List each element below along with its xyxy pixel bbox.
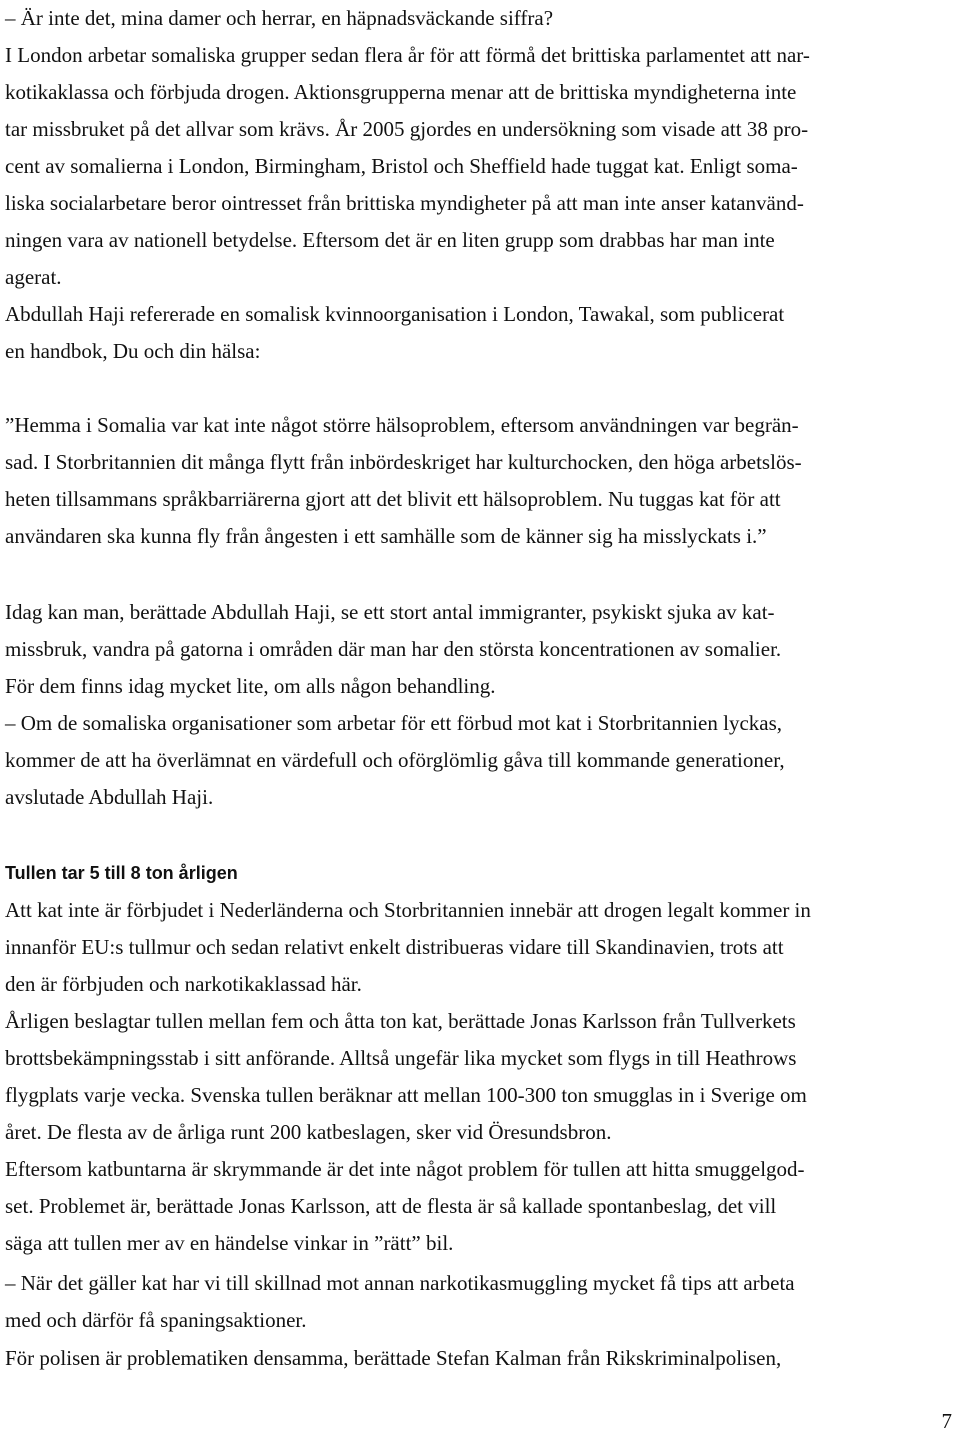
text-line: med och därför få spaningsaktioner. bbox=[5, 1308, 307, 1332]
section-heading bbox=[5, 862, 238, 884]
text-line: användaren ska kunna fly från ångesten i ett samhälle som de känner sig ha misslyckats i.” bbox=[5, 524, 767, 548]
text-line: Abdullah Haji refererade en somalisk kvinnoorganisation i London, Tawakal, som publicerat bbox=[5, 302, 785, 326]
text-line: – När det gäller kat har vi till skillnad mot annan narkotikasmuggling mycket få tips att arbeta bbox=[5, 1271, 795, 1295]
paragraph bbox=[5, 0, 553, 37]
text-line: innanför EU:s tullmur och sedan relativt enkelt distribueras vidare till Skandinavien, trots att bbox=[5, 935, 784, 959]
text-line: cent av somalierna i London, Birmingham, Bristol och Sheffield hade tuggat kat. Enligt soma- bbox=[5, 154, 798, 178]
text-line: För polisen är problematiken densamma, berättade Stefan Kalman från Rikskriminalpolisen, bbox=[5, 1346, 782, 1370]
text-line: avslutade Abdullah Haji. bbox=[5, 785, 214, 809]
text-line: agerat. bbox=[5, 265, 62, 289]
text-line: missbruk, vandra på gatorna i områden där man har den största koncentrationen av somalier. bbox=[5, 637, 782, 661]
text-line: ”Hemma i Somalia var kat inte något större hälsoproblem, eftersom användningen var begrän- bbox=[5, 413, 799, 437]
text-line: kotikaklassa och förbjuda drogen. Aktionsgrupperna menar att de brittiska myndigheterna inte bbox=[5, 80, 797, 104]
text-line: tar missbruket på det allvar som krävs. År 2005 gjordes en undersökning som visade att 38 pro- bbox=[5, 117, 809, 141]
paragraph bbox=[5, 1340, 781, 1377]
text-line: den är förbjuden och narkotikaklassad här. bbox=[5, 972, 362, 996]
paragraph bbox=[5, 37, 810, 296]
text-line: säga att tullen mer av en händelse vinkar in ”rätt” bil. bbox=[5, 1231, 454, 1255]
text-line: året. De flesta av de årliga runt 200 katbeslagen, sker vid Öresundsbron. bbox=[5, 1120, 612, 1144]
page-number: 7 bbox=[941, 1409, 952, 1433]
text-line: en handbok, Du och din hälsa: bbox=[5, 339, 261, 363]
text-line: heten tillsammans språkbarriärerna gjort att det blivit ett hälsoproblem. Nu tuggas kat för att bbox=[5, 487, 781, 511]
paragraph bbox=[5, 296, 784, 370]
paragraph bbox=[5, 1151, 805, 1262]
text-line: brottsbekämpningsstab i sitt anförande. Alltså ungefär lika mycket som flygs in till Heathrows bbox=[5, 1046, 797, 1070]
text-line: ningen vara av nationell betydelse. Eftersom det är en liten grupp som drabbas har man inte bbox=[5, 228, 775, 252]
paragraph bbox=[5, 594, 781, 705]
text-line: kommer de att ha överlämnat en värdefull och oförglömlig gåva till kommande generationer, bbox=[5, 748, 785, 772]
text-line: – Är inte det, mina damer och herrar, en häpnadsväckande siffra? bbox=[5, 6, 554, 30]
text-line: set. Problemet är, berättade Jonas Karlsson, att de flesta är så kallade spontanbeslag, det vill bbox=[5, 1194, 777, 1218]
paragraph bbox=[5, 1003, 807, 1151]
text-line: liska socialarbetare beror ointresset från brittiska myndigheter på att man inte anser katanvänd- bbox=[5, 191, 804, 215]
paragraph bbox=[5, 1265, 795, 1339]
text-line: sad. I Storbritannien dit många flytt från inbördeskriget har kulturchocken, den höga arbetslös- bbox=[5, 450, 802, 474]
text-line: Årligen beslagtar tullen mellan fem och åtta ton kat, berättade Jonas Karlsson från Tullverkets bbox=[5, 1009, 796, 1033]
text-line: – Om de somaliska organisationer som arbetar för ett förbud mot kat i Storbritannien lyckas, bbox=[5, 711, 783, 735]
text-line: För dem finns idag mycket lite, om alls någon behandling. bbox=[5, 674, 496, 698]
paragraph bbox=[5, 705, 785, 816]
quote-paragraph bbox=[5, 407, 802, 555]
text-line: Eftersom katbuntarna är skrymmande är det inte något problem för tullen att hitta smuggelgod- bbox=[5, 1157, 805, 1181]
text-line: Idag kan man, berättade Abdullah Haji, se ett stort antal immigranter, psykiskt sjuka av kat- bbox=[5, 600, 775, 624]
text-line: Att kat inte är förbjudet i Nederländerna och Storbritannien innebär att drogen legalt kommer in bbox=[5, 898, 811, 922]
heading-text: Tullen tar 5 till 8 ton årligen bbox=[5, 863, 238, 883]
text-line: I London arbetar somaliska grupper sedan flera år för att förmå det brittiska parlamentet att nar- bbox=[5, 43, 810, 67]
text-line: flygplats varje vecka. Svenska tullen beräknar att mellan 100-300 ton smugglas in i Sverige om bbox=[5, 1083, 807, 1107]
paragraph bbox=[5, 892, 811, 1003]
